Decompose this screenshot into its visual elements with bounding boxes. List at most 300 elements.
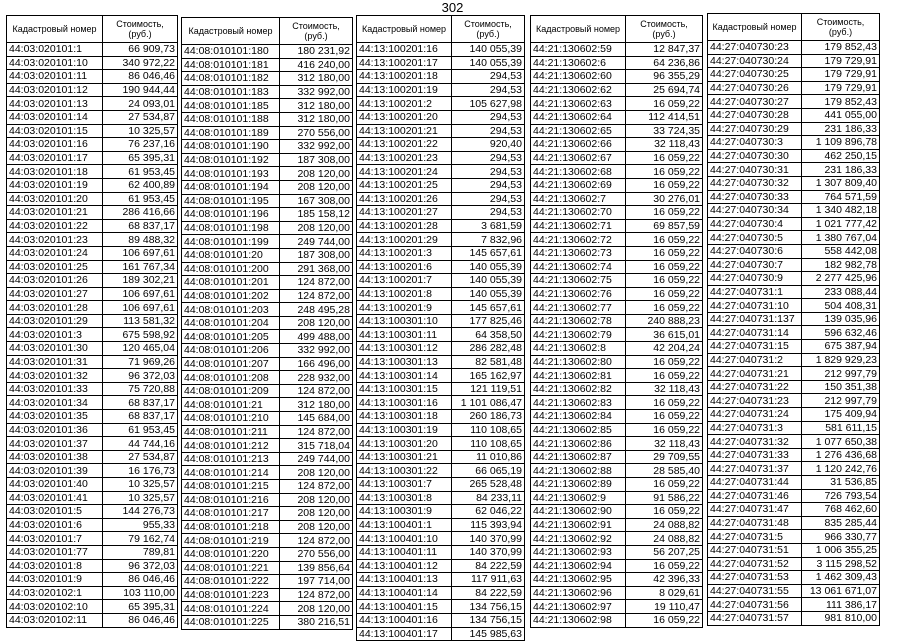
cost-cell: 30 276,01 xyxy=(626,192,703,206)
table-row xyxy=(182,262,353,276)
table-row xyxy=(531,396,703,410)
table-row xyxy=(531,369,703,383)
cadastral-number-cell: 44:13:100301:18 xyxy=(357,410,452,424)
cadastral-number-cell: 44:13:100201:19 xyxy=(357,83,452,97)
table-row xyxy=(357,124,525,138)
cadastral-number-cell: 44:08:010101:221 xyxy=(182,561,280,575)
table-row xyxy=(708,394,880,408)
cost-cell: 16 059,22 xyxy=(626,233,703,247)
cadastral-number-cell: 44:03:020101:36 xyxy=(7,423,103,437)
table-row xyxy=(531,192,703,206)
table-row xyxy=(708,367,880,381)
table-row xyxy=(708,435,880,449)
cost-cell: 260 186,73 xyxy=(452,410,525,424)
cadastral-number-cell: 44:08:010101:217 xyxy=(182,507,280,521)
table-row xyxy=(708,557,880,571)
cost-cell: 16 059,22 xyxy=(626,274,703,288)
table-row xyxy=(7,219,178,233)
cadastral-number-cell: 44:03:020101:23 xyxy=(7,233,103,247)
cost-cell: 208 120,00 xyxy=(280,520,353,534)
cadastral-number-cell: 44:21:130602:64 xyxy=(531,110,626,124)
table-row xyxy=(182,248,353,262)
table-row xyxy=(182,588,353,602)
cost-cell: 69 857,59 xyxy=(626,219,703,233)
cadastral-number-cell: 44:08:010101:201 xyxy=(182,276,280,290)
table-row xyxy=(182,615,353,629)
table-row xyxy=(182,126,353,140)
cadastral-number-cell: 44:27:040730:26 xyxy=(708,81,802,95)
cost-cell: 675 598,92 xyxy=(103,328,178,342)
cadastral-number-cell: 44:08:010101:193 xyxy=(182,167,280,181)
cadastral-number-cell: 44:03:020102:1 xyxy=(7,586,103,600)
table-row xyxy=(708,244,880,258)
header-cost: Стоимость, (руб.) xyxy=(626,16,703,43)
cost-cell: 768 462,60 xyxy=(802,503,880,517)
cost-cell: 16 059,22 xyxy=(626,206,703,220)
cadastral-number-cell: 44:21:130602:78 xyxy=(531,314,626,328)
cost-cell: 16 176,73 xyxy=(103,464,178,478)
cadastral-number-cell: 44:03:020101:14 xyxy=(7,110,103,124)
table-row xyxy=(7,600,178,614)
cost-cell: 68 837,17 xyxy=(103,219,178,233)
cost-cell: 110 108,65 xyxy=(452,437,525,451)
cadastral-number-cell: 44:03:020101:25 xyxy=(7,260,103,274)
table-row xyxy=(182,507,353,521)
cost-cell: 558 442,08 xyxy=(802,244,880,258)
table-row xyxy=(531,491,703,505)
table-row xyxy=(182,167,353,181)
table-row xyxy=(357,586,525,600)
table-row xyxy=(357,97,525,111)
table-row xyxy=(531,342,703,356)
cadastral-number-cell: 44:27:040730:27 xyxy=(708,95,802,109)
cadastral-number-cell: 44:27:040730:34 xyxy=(708,204,802,218)
cadastral-number-cell: 44:21:130602:95 xyxy=(531,573,626,587)
cost-cell: 62 400,89 xyxy=(103,178,178,192)
cadastral-number-cell: 44:08:010101:214 xyxy=(182,466,280,480)
cadastral-number-cell: 44:13:100201:18 xyxy=(357,70,452,84)
cost-cell: 312 180,00 xyxy=(280,99,353,113)
cost-cell: 75 720,88 xyxy=(103,382,178,396)
table-row xyxy=(531,505,703,519)
cadastral-number-cell: 44:21:130602:87 xyxy=(531,450,626,464)
table-row xyxy=(357,233,525,247)
cadastral-number-cell: 44:03:020101:38 xyxy=(7,450,103,464)
cadastral-number-cell: 44:13:100201:27 xyxy=(357,206,452,220)
cost-cell: 179 729,91 xyxy=(802,54,880,68)
cadastral-number-cell: 44:03:020101:37 xyxy=(7,437,103,451)
table-row xyxy=(708,163,880,177)
cost-cell: 16 059,22 xyxy=(626,410,703,424)
cost-cell: 581 611,15 xyxy=(802,421,880,435)
table-row xyxy=(182,153,353,167)
table-row xyxy=(182,561,353,575)
cadastral-number-cell: 44:21:130602:81 xyxy=(531,369,626,383)
cadastral-number-cell: 44:03:020102:11 xyxy=(7,613,103,627)
cost-cell: 270 556,00 xyxy=(280,126,353,140)
cost-cell: 294,53 xyxy=(452,110,525,124)
table-row xyxy=(7,423,178,437)
cadastral-number-cell: 44:13:100301:16 xyxy=(357,396,452,410)
cost-cell: 294,53 xyxy=(452,151,525,165)
table-row xyxy=(531,56,703,70)
cadastral-number-cell: 44:13:100301:9 xyxy=(357,505,452,519)
cost-cell: 270 556,00 xyxy=(280,547,353,561)
table-row xyxy=(182,520,353,534)
cost-cell: 380 216,51 xyxy=(280,615,353,629)
cost-cell: 16 059,22 xyxy=(626,369,703,383)
cost-cell: 332 992,00 xyxy=(280,344,353,358)
cadastral-number-cell: 44:08:010101:194 xyxy=(182,180,280,194)
table-row xyxy=(708,81,880,95)
cost-cell: 1 340 482,18 xyxy=(802,204,880,218)
table-row xyxy=(708,95,880,109)
table-row xyxy=(708,611,880,625)
cadastral-number-cell: 44:03:020101:24 xyxy=(7,246,103,260)
cadastral-number-cell: 44:21:130602:63 xyxy=(531,97,626,111)
cost-cell: 61 953,45 xyxy=(103,423,178,437)
cadastral-number-cell: 44:21:130602:9 xyxy=(531,491,626,505)
cadastral-number-cell: 44:13:100201:24 xyxy=(357,165,452,179)
cadastral-number-cell: 44:03:020101:15 xyxy=(7,124,103,138)
cost-cell: 96 355,29 xyxy=(626,70,703,84)
cadastral-number-cell: 44:08:010101:199 xyxy=(182,235,280,249)
cost-cell: 16 059,22 xyxy=(626,301,703,315)
cadastral-number-cell: 44:13:100301:19 xyxy=(357,423,452,437)
cadastral-number-cell: 44:21:130602:75 xyxy=(531,274,626,288)
cost-cell: 68 837,17 xyxy=(103,396,178,410)
cadastral-number-cell: 44:27:040730:6 xyxy=(708,244,802,258)
cadastral-number-cell: 44:03:020101:32 xyxy=(7,369,103,383)
cadastral-number-cell: 44:03:020101:39 xyxy=(7,464,103,478)
cost-cell: 1 077 650,38 xyxy=(802,435,880,449)
table-row xyxy=(357,559,525,573)
cost-cell: 228 932,00 xyxy=(280,371,353,385)
cadastral-number-cell: 44:21:130602:72 xyxy=(531,233,626,247)
table-row xyxy=(531,545,703,559)
table-row xyxy=(182,276,353,290)
cost-cell: 2 277 425,96 xyxy=(802,272,880,286)
cadastral-number-cell: 44:13:100301:14 xyxy=(357,369,452,383)
table-row xyxy=(7,328,178,342)
table-row xyxy=(7,613,178,627)
cost-cell: 150 351,38 xyxy=(802,380,880,394)
cost-cell: 161 767,34 xyxy=(103,260,178,274)
cost-cell: 11 010,86 xyxy=(452,450,525,464)
cost-cell: 64 236,86 xyxy=(626,56,703,70)
cadastral-number-cell: 44:03:020101:41 xyxy=(7,491,103,505)
table-row xyxy=(357,274,525,288)
cadastral-number-cell: 44:08:010101:195 xyxy=(182,194,280,208)
table-row xyxy=(7,301,178,315)
table-row xyxy=(531,450,703,464)
table-row xyxy=(357,314,525,328)
table-row xyxy=(531,328,703,342)
cadastral-table-1 xyxy=(6,15,178,628)
table-row xyxy=(7,206,178,220)
cost-cell: 248 495,28 xyxy=(280,303,353,317)
header-cost: Стоимость, (руб.) xyxy=(280,18,353,45)
table-row xyxy=(182,194,353,208)
cost-cell: 179 729,91 xyxy=(802,68,880,82)
cost-cell: 86 046,46 xyxy=(103,70,178,84)
table-row xyxy=(182,371,353,385)
cadastral-number-cell: 44:08:010101:192 xyxy=(182,153,280,167)
cost-cell: 286 282,48 xyxy=(452,342,525,356)
cadastral-number-cell: 44:27:040730:7 xyxy=(708,258,802,272)
cadastral-table-5 xyxy=(707,13,880,626)
cadastral-number-cell: 44:13:100401:16 xyxy=(357,613,452,627)
table-row xyxy=(357,478,525,492)
table-row xyxy=(531,613,703,627)
table-row xyxy=(7,70,178,84)
cost-cell: 7 832,96 xyxy=(452,233,525,247)
cost-cell: 16 059,22 xyxy=(626,423,703,437)
header-row xyxy=(531,16,703,43)
cadastral-number-cell: 44:13:100301:21 xyxy=(357,450,452,464)
table-row xyxy=(708,503,880,517)
cost-cell: 332 992,00 xyxy=(280,140,353,154)
table-row xyxy=(357,56,525,70)
table-row xyxy=(182,466,353,480)
cost-cell: 42 396,33 xyxy=(626,573,703,587)
cost-cell: 189 302,21 xyxy=(103,274,178,288)
cadastral-number-cell: 44:13:100201:20 xyxy=(357,110,452,124)
cost-cell: 8 029,61 xyxy=(626,586,703,600)
table-row xyxy=(7,559,178,573)
cost-cell: 115 393,94 xyxy=(452,518,525,532)
table-row xyxy=(357,505,525,519)
table-row xyxy=(7,464,178,478)
cost-cell: 265 528,48 xyxy=(452,478,525,492)
table-row xyxy=(182,140,353,154)
cost-cell: 32 118,43 xyxy=(626,437,703,451)
cost-cell: 140 055,39 xyxy=(452,260,525,274)
table-row xyxy=(531,559,703,573)
table-row xyxy=(708,204,880,218)
cost-cell: 16 059,22 xyxy=(626,478,703,492)
cadastral-number-cell: 44:03:020101:6 xyxy=(7,518,103,532)
cadastral-number-cell: 44:27:040731:23 xyxy=(708,394,802,408)
cadastral-number-cell: 44:13:100201:23 xyxy=(357,151,452,165)
table-row xyxy=(708,448,880,462)
cost-cell: 65 395,31 xyxy=(103,151,178,165)
table-row xyxy=(708,68,880,82)
cost-cell: 106 697,61 xyxy=(103,287,178,301)
table-row xyxy=(357,178,525,192)
cost-cell: 124 872,00 xyxy=(280,276,353,290)
cost-cell: 10 325,57 xyxy=(103,124,178,138)
cadastral-number-cell: 44:13:100301:20 xyxy=(357,437,452,451)
table-row xyxy=(182,493,353,507)
cost-cell: 165 162,97 xyxy=(452,369,525,383)
cost-cell: 208 120,00 xyxy=(280,602,353,616)
cadastral-number-cell: 44:03:020101:35 xyxy=(7,410,103,424)
cost-cell: 79 162,74 xyxy=(103,532,178,546)
cost-cell: 294,53 xyxy=(452,83,525,97)
cadastral-number-cell: 44:13:100301:13 xyxy=(357,355,452,369)
cost-cell: 86 046,46 xyxy=(103,573,178,587)
cadastral-number-cell: 44:27:040730:5 xyxy=(708,231,802,245)
cost-cell: 1 307 809,40 xyxy=(802,176,880,190)
cost-cell: 19 110,47 xyxy=(626,600,703,614)
cadastral-number-cell: 44:21:130602:79 xyxy=(531,328,626,342)
table-row xyxy=(531,423,703,437)
cadastral-number-cell: 44:03:020101:3 xyxy=(7,328,103,342)
table-row xyxy=(182,72,353,86)
cadastral-number-cell: 44:13:100201:16 xyxy=(357,43,452,57)
header-row xyxy=(708,14,880,41)
cadastral-number-cell: 44:21:130602:97 xyxy=(531,600,626,614)
cost-cell: 177 825,46 xyxy=(452,314,525,328)
cadastral-number-cell: 44:21:130602:8 xyxy=(531,342,626,356)
cadastral-number-cell: 44:03:020101:29 xyxy=(7,314,103,328)
table-row xyxy=(357,600,525,614)
table-row xyxy=(708,408,880,422)
cost-cell: 1 462 309,43 xyxy=(802,571,880,585)
table-row xyxy=(182,289,353,303)
cadastral-number-cell: 44:03:020101:10 xyxy=(7,56,103,70)
cadastral-number-cell: 44:21:130602:70 xyxy=(531,206,626,220)
cadastral-number-cell: 44:21:130602:80 xyxy=(531,355,626,369)
cadastral-number-cell: 44:27:040731:55 xyxy=(708,584,802,598)
cost-cell: 89 488,32 xyxy=(103,233,178,247)
cadastral-number-cell: 44:08:010101:204 xyxy=(182,316,280,330)
table-row xyxy=(708,489,880,503)
cost-cell: 16 059,22 xyxy=(626,165,703,179)
cost-cell: 68 837,17 xyxy=(103,410,178,424)
cost-cell: 106 697,61 xyxy=(103,246,178,260)
cost-cell: 140 370,99 xyxy=(452,545,525,559)
cadastral-number-cell: 44:27:040731:2 xyxy=(708,353,802,367)
cost-cell: 124 872,00 xyxy=(280,480,353,494)
cost-cell: 124 872,00 xyxy=(280,425,353,439)
cost-cell: 175 409,94 xyxy=(802,408,880,422)
cost-cell: 332 992,00 xyxy=(280,85,353,99)
cost-cell: 140 055,39 xyxy=(452,287,525,301)
page-number: 302 xyxy=(441,0,464,15)
table-row xyxy=(357,110,525,124)
cadastral-number-cell: 44:13:100401:12 xyxy=(357,559,452,573)
header-cadastral-number: Кадастровый номер xyxy=(531,16,626,43)
cost-cell: 140 370,99 xyxy=(452,532,525,546)
cost-cell: 31 536,85 xyxy=(802,476,880,490)
cost-cell: 106 697,61 xyxy=(103,301,178,315)
cost-cell: 920,40 xyxy=(452,138,525,152)
table-row xyxy=(531,287,703,301)
cost-cell: 96 372,03 xyxy=(103,369,178,383)
table-row xyxy=(357,138,525,152)
cost-cell: 145 657,61 xyxy=(452,301,525,315)
cost-cell: 124 872,00 xyxy=(280,588,353,602)
cost-cell: 182 982,78 xyxy=(802,258,880,272)
cadastral-number-cell: 44:03:020101:13 xyxy=(7,97,103,111)
cadastral-number-cell: 44:08:010101:180 xyxy=(182,45,280,59)
table-row xyxy=(708,421,880,435)
cadastral-number-cell: 44:21:130602:77 xyxy=(531,301,626,315)
cadastral-number-cell: 44:27:040731:37 xyxy=(708,462,802,476)
cost-cell: 231 186,33 xyxy=(802,122,880,136)
table-row xyxy=(7,505,178,519)
cadastral-number-cell: 44:08:010101:189 xyxy=(182,126,280,140)
cadastral-number-cell: 44:13:100401:17 xyxy=(357,627,452,641)
cost-cell: 16 059,22 xyxy=(626,97,703,111)
table-row xyxy=(7,83,178,97)
cost-cell: 249 744,00 xyxy=(280,235,353,249)
header-row xyxy=(7,16,178,43)
cost-cell: 835 285,44 xyxy=(802,516,880,530)
table-row xyxy=(7,478,178,492)
table-row xyxy=(182,316,353,330)
cost-cell: 504 408,31 xyxy=(802,299,880,313)
cadastral-number-cell: 44:21:130602:68 xyxy=(531,165,626,179)
table-row xyxy=(7,586,178,600)
table-row xyxy=(357,369,525,383)
table-row xyxy=(708,176,880,190)
cadastral-number-cell: 44:03:020101:9 xyxy=(7,573,103,587)
cadastral-number-cell: 44:08:010101:218 xyxy=(182,520,280,534)
cadastral-number-cell: 44:13:100201:6 xyxy=(357,260,452,274)
table-row xyxy=(357,328,525,342)
cost-cell: 1 021 777,42 xyxy=(802,217,880,231)
cadastral-number-cell: 44:03:020101:34 xyxy=(7,396,103,410)
cost-cell: 62 046,22 xyxy=(452,505,525,519)
cadastral-number-cell: 44:27:040730:3 xyxy=(708,136,802,150)
table-row xyxy=(357,450,525,464)
cadastral-number-cell: 44:27:040731:57 xyxy=(708,611,802,625)
cost-cell: 27 534,87 xyxy=(103,110,178,124)
cadastral-number-cell: 44:03:020101:40 xyxy=(7,478,103,492)
table-row xyxy=(531,246,703,260)
cadastral-number-cell: 44:03:020101:28 xyxy=(7,301,103,315)
cadastral-table-2 xyxy=(181,17,353,630)
table-row xyxy=(531,110,703,124)
cadastral-number-cell: 44:13:100201:8 xyxy=(357,287,452,301)
cadastral-number-cell: 44:27:040731:5 xyxy=(708,530,802,544)
cadastral-number-cell: 44:27:040730:9 xyxy=(708,272,802,286)
cost-cell: 84 222,59 xyxy=(452,559,525,573)
cost-cell: 291 368,00 xyxy=(280,262,353,276)
cadastral-number-cell: 44:21:130602:83 xyxy=(531,396,626,410)
table-row xyxy=(531,600,703,614)
cadastral-number-cell: 44:03:020101:22 xyxy=(7,219,103,233)
table-row xyxy=(357,518,525,532)
table-row xyxy=(708,326,880,340)
table-row xyxy=(357,192,525,206)
cadastral-number-cell: 44:03:020101:8 xyxy=(7,559,103,573)
cadastral-number-cell: 44:27:040731:21 xyxy=(708,367,802,381)
cadastral-number-cell: 44:13:100201:28 xyxy=(357,219,452,233)
cadastral-number-cell: 44:27:040731:51 xyxy=(708,543,802,557)
table-row xyxy=(182,330,353,344)
header-row xyxy=(182,18,353,45)
cost-cell: 441 055,00 xyxy=(802,108,880,122)
table-row xyxy=(357,382,525,396)
cost-cell: 286 416,66 xyxy=(103,206,178,220)
table-row xyxy=(708,285,880,299)
table-row xyxy=(7,97,178,111)
table-row xyxy=(708,571,880,585)
table-row xyxy=(7,369,178,383)
table-row xyxy=(708,543,880,557)
cadastral-number-cell: 44:08:010101:185 xyxy=(182,99,280,113)
cadastral-number-cell: 44:13:100201:29 xyxy=(357,233,452,247)
cadastral-number-cell: 44:03:020102:10 xyxy=(7,600,103,614)
table-row xyxy=(357,573,525,587)
cadastral-number-cell: 44:08:010101:213 xyxy=(182,452,280,466)
cadastral-number-cell: 44:08:010101:223 xyxy=(182,588,280,602)
cost-cell: 32 118,43 xyxy=(626,138,703,152)
